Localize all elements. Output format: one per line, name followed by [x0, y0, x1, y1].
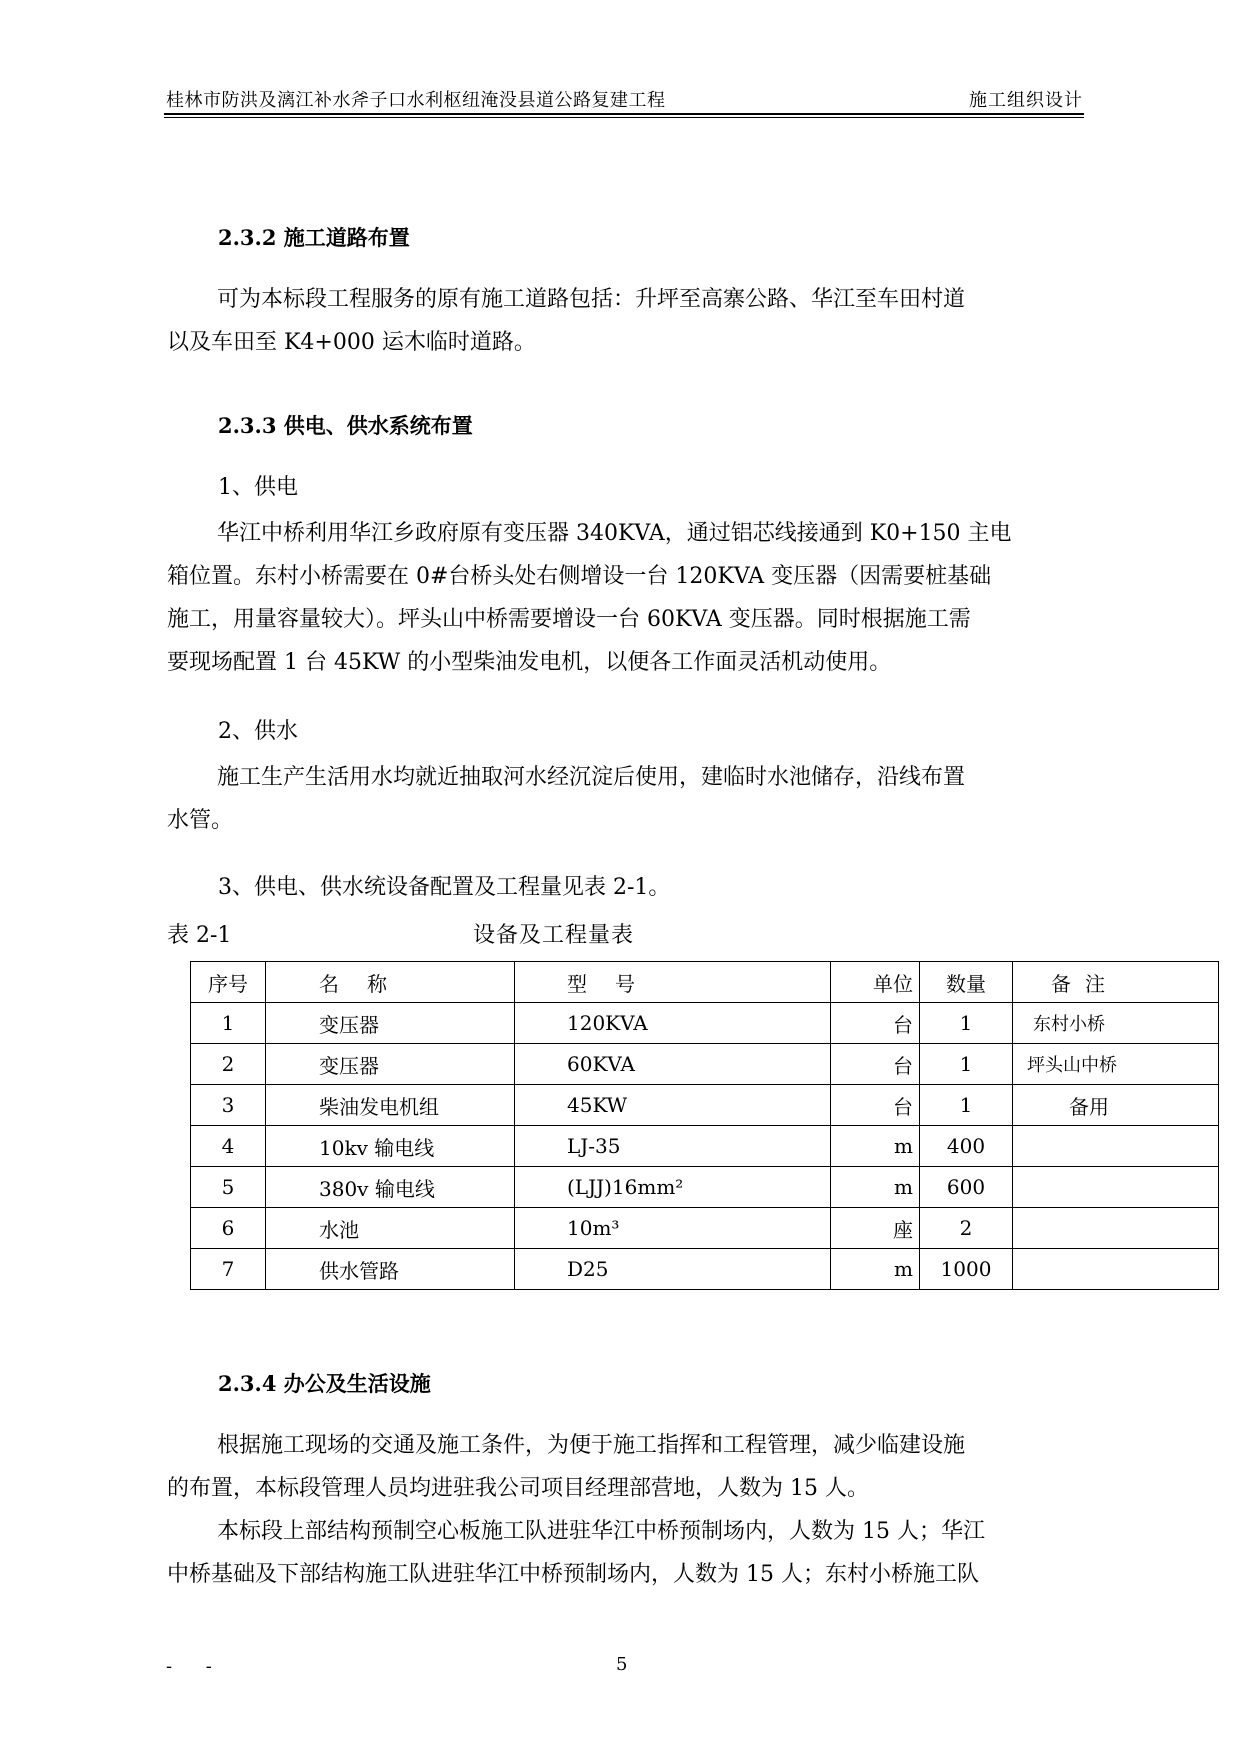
cell-unit: 台 [831, 1003, 920, 1044]
cell-unit: 台 [831, 1085, 920, 1126]
cell-name: 水池 [266, 1208, 515, 1249]
cell-model: 120KVA [515, 1003, 831, 1044]
header-qty: 数量 [920, 962, 1013, 1003]
cell-qty: 400 [920, 1126, 1013, 1167]
cell-model: 45KW [515, 1085, 831, 1126]
paragraph-line: 施工，用量容量较大）。坪头山中桥需要增设一台 60KVA 变压器。同时根据施工需 [167, 607, 971, 632]
cell-name: 变压器 [266, 1003, 515, 1044]
cell-qty: 1 [920, 1085, 1013, 1126]
cell-remark [1013, 1167, 1219, 1208]
table-row [191, 1167, 1219, 1208]
table-row [191, 1003, 1219, 1044]
cell-qty: 600 [920, 1167, 1013, 1208]
cell-unit: 台 [831, 1044, 920, 1085]
paragraph-water [167, 756, 1085, 842]
paragraph-line: 华江中桥利用华江乡政府原有变压器 340KVA，通过铝芯线接通到 K0+150 主电 [217, 521, 1012, 546]
cell-remark: 东村小桥 [1013, 1003, 1219, 1044]
section-heading-2-3-3: 2.3.3 供电、供水系统布置 [218, 413, 473, 438]
cell-no: 7 [191, 1249, 266, 1290]
footer-dashes: - - [166, 1656, 226, 1677]
cell-model: 60KVA [515, 1044, 831, 1085]
table-reference: 3、供电、供水统设备配置及工程量见表 2-1。 [218, 875, 671, 900]
header-doc-type: 施工组织设计 [969, 90, 1083, 111]
water-supply-heading: 2、供水 [218, 719, 298, 744]
cell-remark [1013, 1249, 1219, 1290]
cell-qty: 2 [920, 1208, 1013, 1249]
cell-qty: 1 [920, 1003, 1013, 1044]
cell-name: 10kv 输电线 [266, 1126, 515, 1167]
cell-unit: m [831, 1126, 920, 1167]
page-number: 5 [616, 1654, 628, 1675]
table-row [191, 1044, 1219, 1085]
cell-name: 柴油发电机组 [266, 1085, 515, 1126]
paragraph-line: 可为本标段工程服务的原有施工道路包括：升坪至高寨公路、华江至车田村道 [217, 287, 966, 312]
table-row [191, 1249, 1219, 1290]
cell-no: 1 [191, 1003, 266, 1044]
cell-name: 变压器 [266, 1044, 515, 1085]
cell-no: 2 [191, 1044, 266, 1085]
cell-name: 供水管路 [266, 1249, 515, 1290]
cell-qty: 1000 [920, 1249, 1013, 1290]
cell-remark: 备用 [1013, 1085, 1219, 1126]
cell-unit: m [831, 1249, 920, 1290]
section-heading-2-3-4: 2.3.4 办公及生活设施 [218, 1371, 431, 1396]
cell-remark: 坪头山中桥 [1013, 1044, 1219, 1085]
cell-model: D25 [515, 1249, 831, 1290]
cell-unit: 座 [831, 1208, 920, 1249]
cell-model: 10m³ [515, 1208, 831, 1249]
paragraph-line: 以及车田至 K4+000 运木临时道路。 [167, 330, 536, 355]
cell-remark [1013, 1208, 1219, 1249]
cell-no: 5 [191, 1167, 266, 1208]
paragraph-roads [167, 278, 1085, 364]
paragraph-line: 施工生产生活用水均就近抽取河水经沉淀后使用，建临时水池储存，沿线布置 [217, 765, 966, 790]
section-heading-2-3-2: 2.3.2 施工道路布置 [218, 225, 410, 250]
paragraph-line: 的布置，本标段管理人员均进驻我公司项目经理部营地，人数为 15 人。 [167, 1476, 869, 1501]
table-title: 设备及工程量表 [473, 923, 635, 948]
header-unit: 单位 [831, 962, 920, 1003]
paragraph-line: 水管。 [167, 808, 234, 833]
paragraph-power [167, 512, 1085, 684]
table-row [191, 1208, 1219, 1249]
paragraph-line: 根据施工现场的交通及施工条件，为便于施工指挥和工程管理，减少临建设施 [217, 1433, 966, 1458]
header-project-title: 桂林市防洪及漓江补水斧子口水利枢纽淹没县道公路复建工程 [166, 90, 666, 111]
header-no: 序号 [191, 962, 266, 1003]
paragraph-line: 箱位置。东村小桥需要在 0#台桥头处右侧增设一台 120KVA 变压器（因需要桩基础 [167, 564, 992, 589]
cell-no: 3 [191, 1085, 266, 1126]
table-header-row [191, 962, 1219, 1003]
cell-no: 4 [191, 1126, 266, 1167]
header-model: 型号 [515, 962, 831, 1003]
cell-unit: m [831, 1167, 920, 1208]
paragraph-line: 中桥基础及下部结构施工队进驻华江中桥预制场内，人数为 15 人；东村小桥施工队 [167, 1562, 979, 1587]
power-supply-heading: 1、供电 [218, 475, 298, 500]
cell-model: LJ-35 [515, 1126, 831, 1167]
header-rule [164, 113, 1084, 118]
cell-no: 6 [191, 1208, 266, 1249]
cell-name: 380v 输电线 [266, 1167, 515, 1208]
cell-remark [1013, 1126, 1219, 1167]
table-row [191, 1126, 1219, 1167]
cell-model: (LJJ)16mm² [515, 1167, 831, 1208]
paragraph-line: 本标段上部结构预制空心板施工队进驻华江中桥预制场内，人数为 15 人；华江 [217, 1519, 985, 1544]
header-name: 名称 [266, 962, 515, 1003]
table-row [191, 1085, 1219, 1126]
header-remark: 备注 [1013, 962, 1219, 1003]
table-label: 表 2-1 [167, 923, 232, 948]
equipment-table [190, 961, 1219, 1290]
paragraph-line: 要现场配置 1 台 45KW 的小型柴油发电机，以便各工作面灵活机动使用。 [167, 650, 892, 675]
paragraph-office [167, 1424, 1085, 1596]
cell-qty: 1 [920, 1044, 1013, 1085]
